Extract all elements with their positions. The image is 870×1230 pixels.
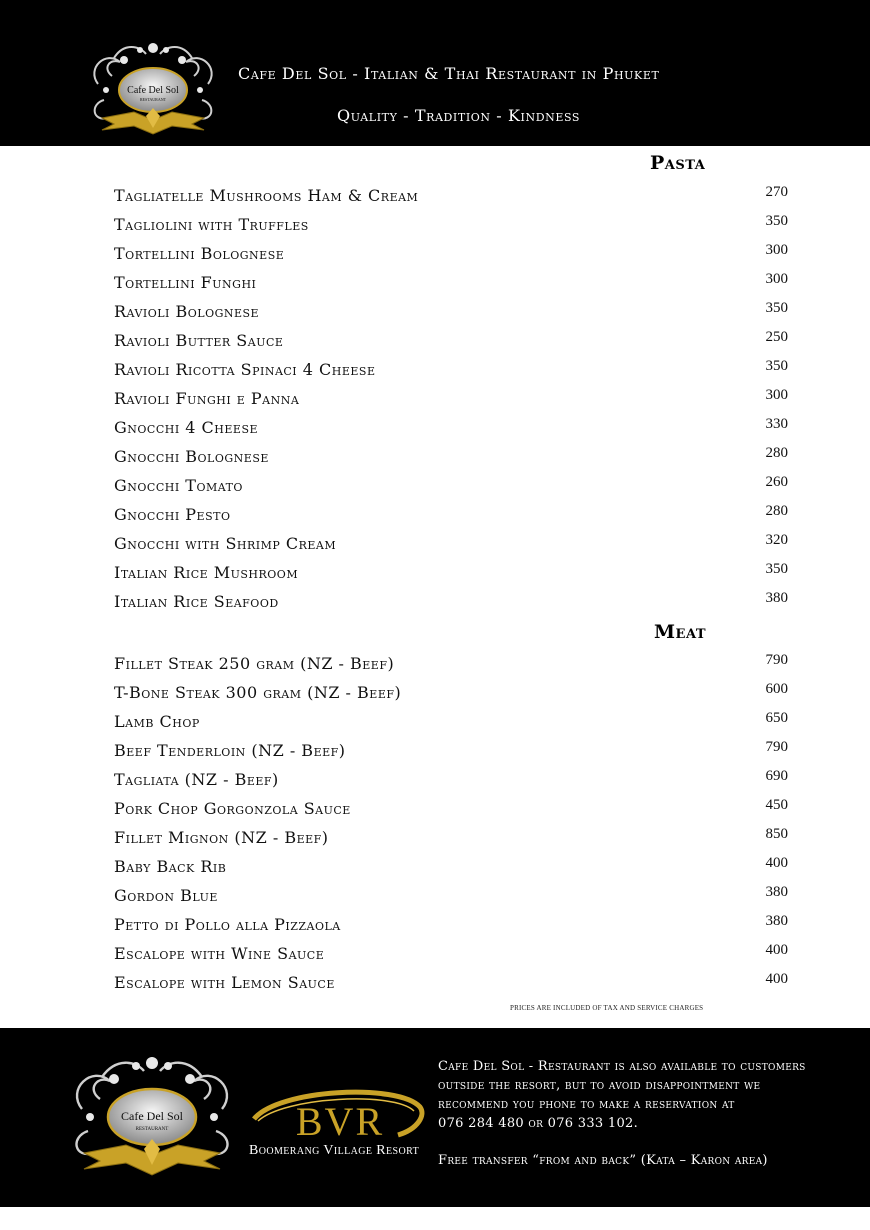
menu-item-name: Petto di Pollo alla Pizzaola (114, 915, 341, 934)
menu-item-price: 400 (765, 942, 788, 958)
section-title-pasta: Pasta (650, 152, 706, 174)
menu-item-price: 350 (765, 561, 788, 577)
transfer-text: Free transfer “from and back” (Kata – Karon area) (438, 1153, 768, 1168)
menu-item-name: Italian Rice Mushroom (114, 563, 299, 582)
menu-item-price: 600 (765, 681, 788, 697)
menu-item-name: Pork Chop Gorgonzola Sauce (114, 799, 351, 818)
cafe-del-sol-logo (64, 1051, 240, 1183)
footer-logo-text: Cafe Del Sol (121, 1109, 183, 1123)
menu-item-price: 850 (765, 826, 788, 842)
menu-item-price: 270 (765, 184, 788, 200)
menu-item-name: Ravioli Ricotta Spinaci 4 Cheese (114, 360, 376, 379)
menu-item-name: Gordon Blue (114, 886, 218, 905)
availability-text (438, 1057, 866, 1133)
menu-item-price: 280 (765, 445, 788, 461)
menu-item-price: 790 (765, 739, 788, 755)
menu-item-price: 330 (765, 416, 788, 432)
menu-item-price: 690 (765, 768, 788, 784)
menu-item-name: Gnocchi Tomato (114, 476, 243, 495)
header-band (0, 0, 870, 146)
footer-logo-subtext: RESTAURANT (135, 1127, 169, 1132)
bvr-name: Boomerang Village Resort (249, 1143, 420, 1158)
menu-item-name: Italian Rice Seafood (114, 592, 279, 611)
menu-item-price: 380 (765, 913, 788, 929)
availability-line: recommend you phone to make a reservation at (438, 1097, 735, 1112)
menu-item-price: 380 (765, 590, 788, 606)
menu-item-name: Escalope with Lemon Sauce (114, 973, 335, 992)
cafe-del-sol-logo (84, 38, 222, 142)
menu-item-price: 350 (765, 358, 788, 374)
menu-item-name: Tortellini Bolognese (114, 244, 285, 263)
bvr-letters: BVR (295, 1099, 385, 1144)
footer-band (0, 1028, 870, 1207)
menu-item-name: Tagliatelle Mushrooms Ham & Cream (114, 186, 419, 205)
menu-item-price: 350 (765, 213, 788, 229)
menu-item-name: Tagliolini with Truffles (114, 215, 309, 234)
menu-item-name: Gnocchi Bolognese (114, 447, 269, 466)
availability-line: Cafe Del Sol - Restaurant is also available to customers (438, 1059, 806, 1074)
menu-item-name: Ravioli Funghi e Panna (114, 389, 300, 408)
menu-item-price: 300 (765, 242, 788, 258)
menu-item-price: 320 (765, 532, 788, 548)
menu-item-price: 350 (765, 300, 788, 316)
menu-item-price: 650 (765, 710, 788, 726)
menu-item-name: Escalope with Wine Sauce (114, 944, 325, 963)
menu-item-price: 250 (765, 329, 788, 345)
menu-item-name: Beef Tenderloin (NZ - Beef) (114, 741, 346, 760)
menu-item-price: 400 (765, 855, 788, 871)
menu-item-name: Tortellini Funghi (114, 273, 257, 292)
menu-item-name: Ravioli Bolognese (114, 302, 260, 321)
menu-item-name: Ravioli Butter Sauce (114, 331, 284, 350)
menu-item-name: Gnocchi Pesto (114, 505, 231, 524)
menu-item-price: 260 (765, 474, 788, 490)
header-tagline: Quality - Tradition - Kindness (337, 106, 581, 125)
menu-item-price: 790 (765, 652, 788, 668)
header-logo-text: Cafe Del Sol (127, 85, 179, 96)
tax-note: PRICES ARE INCLUDED OF TAX AND SERVICE CHARGES (510, 1004, 704, 1012)
menu-item-name: Fillet Mignon (NZ - Beef) (114, 828, 329, 847)
menu-item-price: 400 (765, 971, 788, 987)
menu-item-price: 380 (765, 884, 788, 900)
availability-line: 076 284 480 or 076 333 102. (438, 1116, 639, 1131)
header-logo-subtext: RESTAURANT (139, 97, 167, 102)
menu-item-name: Lamb Chop (114, 712, 200, 731)
header-title: Cafe Del Sol - Italian & Thai Restaurant in Phuket (238, 64, 660, 83)
menu-item-name: T-Bone Steak 300 gram (NZ - Beef) (114, 683, 402, 702)
section-title-meat: Meat (654, 621, 706, 643)
menu-item-name: Fillet Steak 250 gram (NZ - Beef) (114, 654, 395, 673)
menu-item-price: 300 (765, 271, 788, 287)
menu-item-price: 450 (765, 797, 788, 813)
availability-line: outside the resort, but to avoid disappointment we (438, 1078, 761, 1093)
menu-item-name: Tagliata (NZ - Beef) (114, 770, 279, 789)
menu-item-price: 280 (765, 503, 788, 519)
menu-item-price: 300 (765, 387, 788, 403)
menu-item-name: Baby Back Rib (114, 857, 227, 876)
menu-item-name: Gnocchi 4 Cheese (114, 418, 259, 437)
menu-item-name: Gnocchi with Shrimp Cream (114, 534, 337, 553)
